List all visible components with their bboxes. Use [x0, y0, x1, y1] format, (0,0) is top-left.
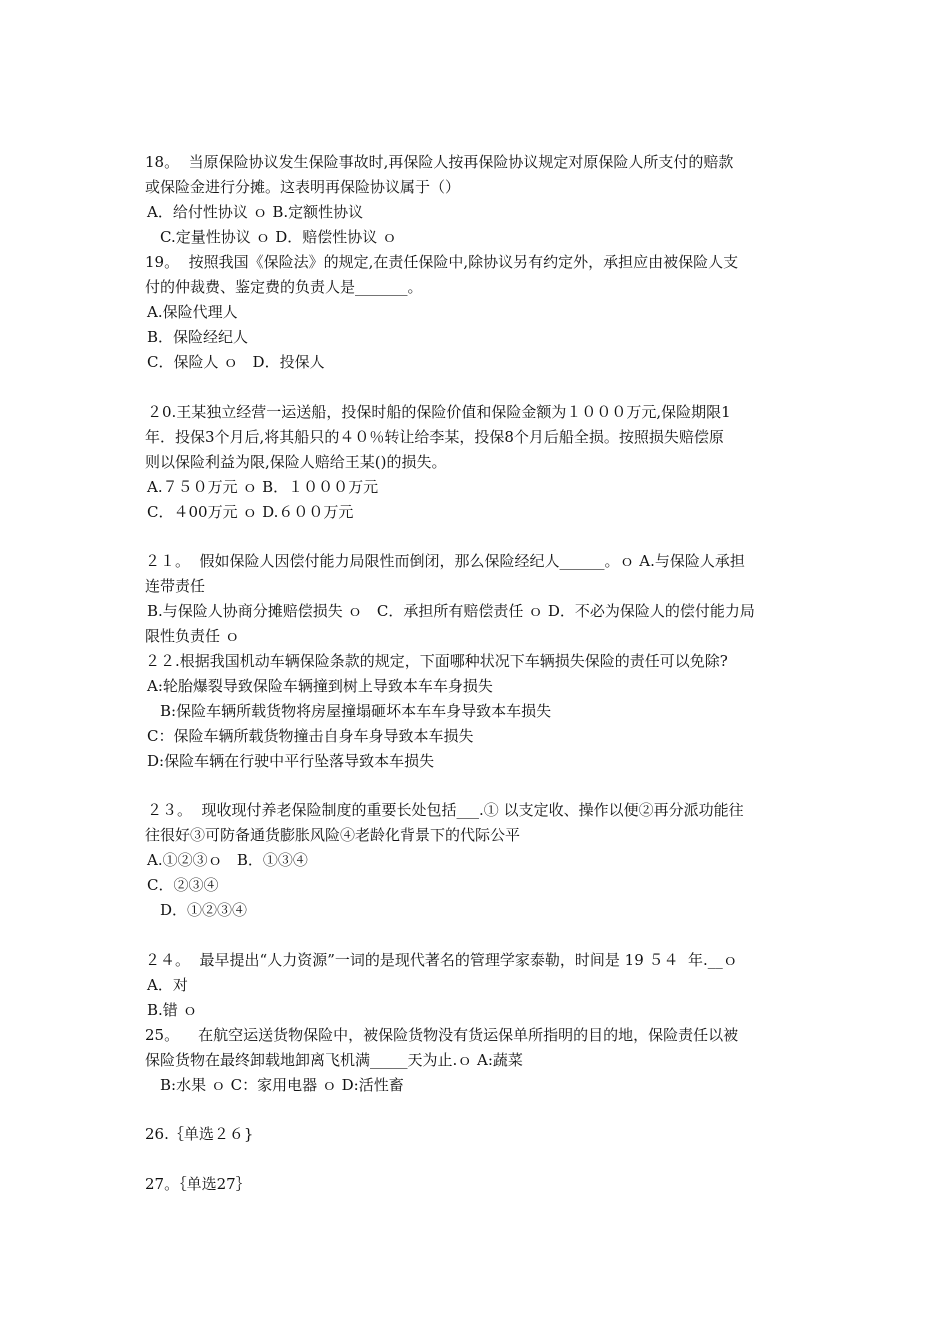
q18-line-1: 18。 当原保险协议发生保险事故时,再保险人按再保险协议规定对原保险人所支付的赔款	[145, 153, 734, 171]
q23-options-ab: A.①②③ｏ B．①③④	[147, 851, 308, 869]
q24-option-b: B.错 ｏ	[147, 1001, 198, 1019]
q19-option-a: A.保险代理人	[147, 303, 238, 321]
q18-options-cd: C.定量性协议 ｏ D．赔偿性协议 ｏ	[160, 228, 398, 246]
q25-line-2: 保险货物在最终卸载地卸离飞机满_____天为止.ｏ A:蔬菜	[145, 1051, 523, 1069]
q25-line-1: 25。 在航空运送货物保险中，被保险货物没有货运保单所指明的目的地，保险责任以被	[145, 1026, 739, 1044]
q20-options-ab: A.７５０万元 ｏ B．１０００万元	[147, 478, 379, 496]
q22-option-a: A:轮胎爆裂导致保险车辆撞到树上导致本车车身损失	[147, 677, 493, 695]
q27-line: 27。｛单选27｝	[145, 1175, 251, 1193]
q18-options-ab: A．给付性协议 ｏ B.定额性协议	[147, 203, 364, 221]
q21-line-2: 连带责任	[145, 577, 206, 595]
q23-line-2: 往很好③可防备通货膨胀风险④老龄化背景下的代际公平	[145, 826, 521, 844]
q19-option-b: B．保险经纪人	[147, 328, 249, 346]
q21-line-1: ２１。 假如保险人因偿付能力局限性而倒闭，那么保险经纪人______。ｏ A.与保险人承担	[145, 552, 745, 570]
q19-line-1: 19。 按照我国《保险法》的规定,在责任保险中,除协议另有约定外，承担应由被保险人支	[145, 253, 739, 271]
q20-line-2: 年．投保3个月后,将其船只的４０％转让给李某，投保8个月后船全损。按照损失赔偿原	[145, 428, 724, 446]
q23-option-c: C．②③④	[147, 876, 219, 894]
q24-option-a: A．对	[147, 976, 188, 994]
q24-line-1: ２４。 最早提出“人力资源”一词的是现代著名的管理学家泰勒，时间是 19 ５４ 年.__ｏ	[145, 951, 738, 969]
q23-line-1: ２３。 现收现付养老保险制度的重要长处包括___.① 以支定收、操作以便②再分派功能往	[147, 801, 744, 819]
q22-option-d: D:保险车辆在行驶中平行坠落导致本车损失	[147, 752, 435, 770]
q22-option-c: C：保险车辆所载货物撞击自身车身导致本车损失	[147, 727, 474, 745]
q22-option-b: B:保险车辆所载货物将房屋撞塌砸坏本车车身导致本车损失	[160, 702, 552, 720]
q20-line-1: ２0.王某独立经营一运送船，投保时船的保险价值和保险金额为１０００万元,保险期限1	[147, 403, 731, 421]
q19-line-2: 付的仲裁费、鉴定费的负责人是_______。	[145, 278, 423, 296]
q20-options-cd: C．４00万元 ｏ D.６００万元	[147, 503, 354, 521]
q20-line-3: 则以保险利益为限,保险人赔给王某()的损失。	[145, 453, 447, 471]
q18-line-2: 或保险金进行分摊。这表明再保险协议属于（）	[145, 178, 461, 196]
q19-options-cd: C．保险人 ｏ D．投保人	[147, 353, 325, 371]
q23-option-d: D．①②③④	[160, 901, 248, 919]
q22-line-1: ２２.根据我国机动车辆保险条款的规定，下面哪种状况下车辆损失保险的责任可以免除?	[145, 652, 728, 670]
q26-line: 26.｛单选２６}	[145, 1125, 254, 1143]
q21-line-4: 限性负责任 ｏ	[145, 627, 240, 645]
q21-line-3: B.与保险人协商分摊赔偿损失 ｏ C．承担所有赔偿责任 ｏ D．不必为保险人的偿付能力局	[147, 602, 755, 620]
q25-options-bcd: B:水果 ｏ C：家用电器 ｏ D:活性畜	[160, 1076, 404, 1094]
